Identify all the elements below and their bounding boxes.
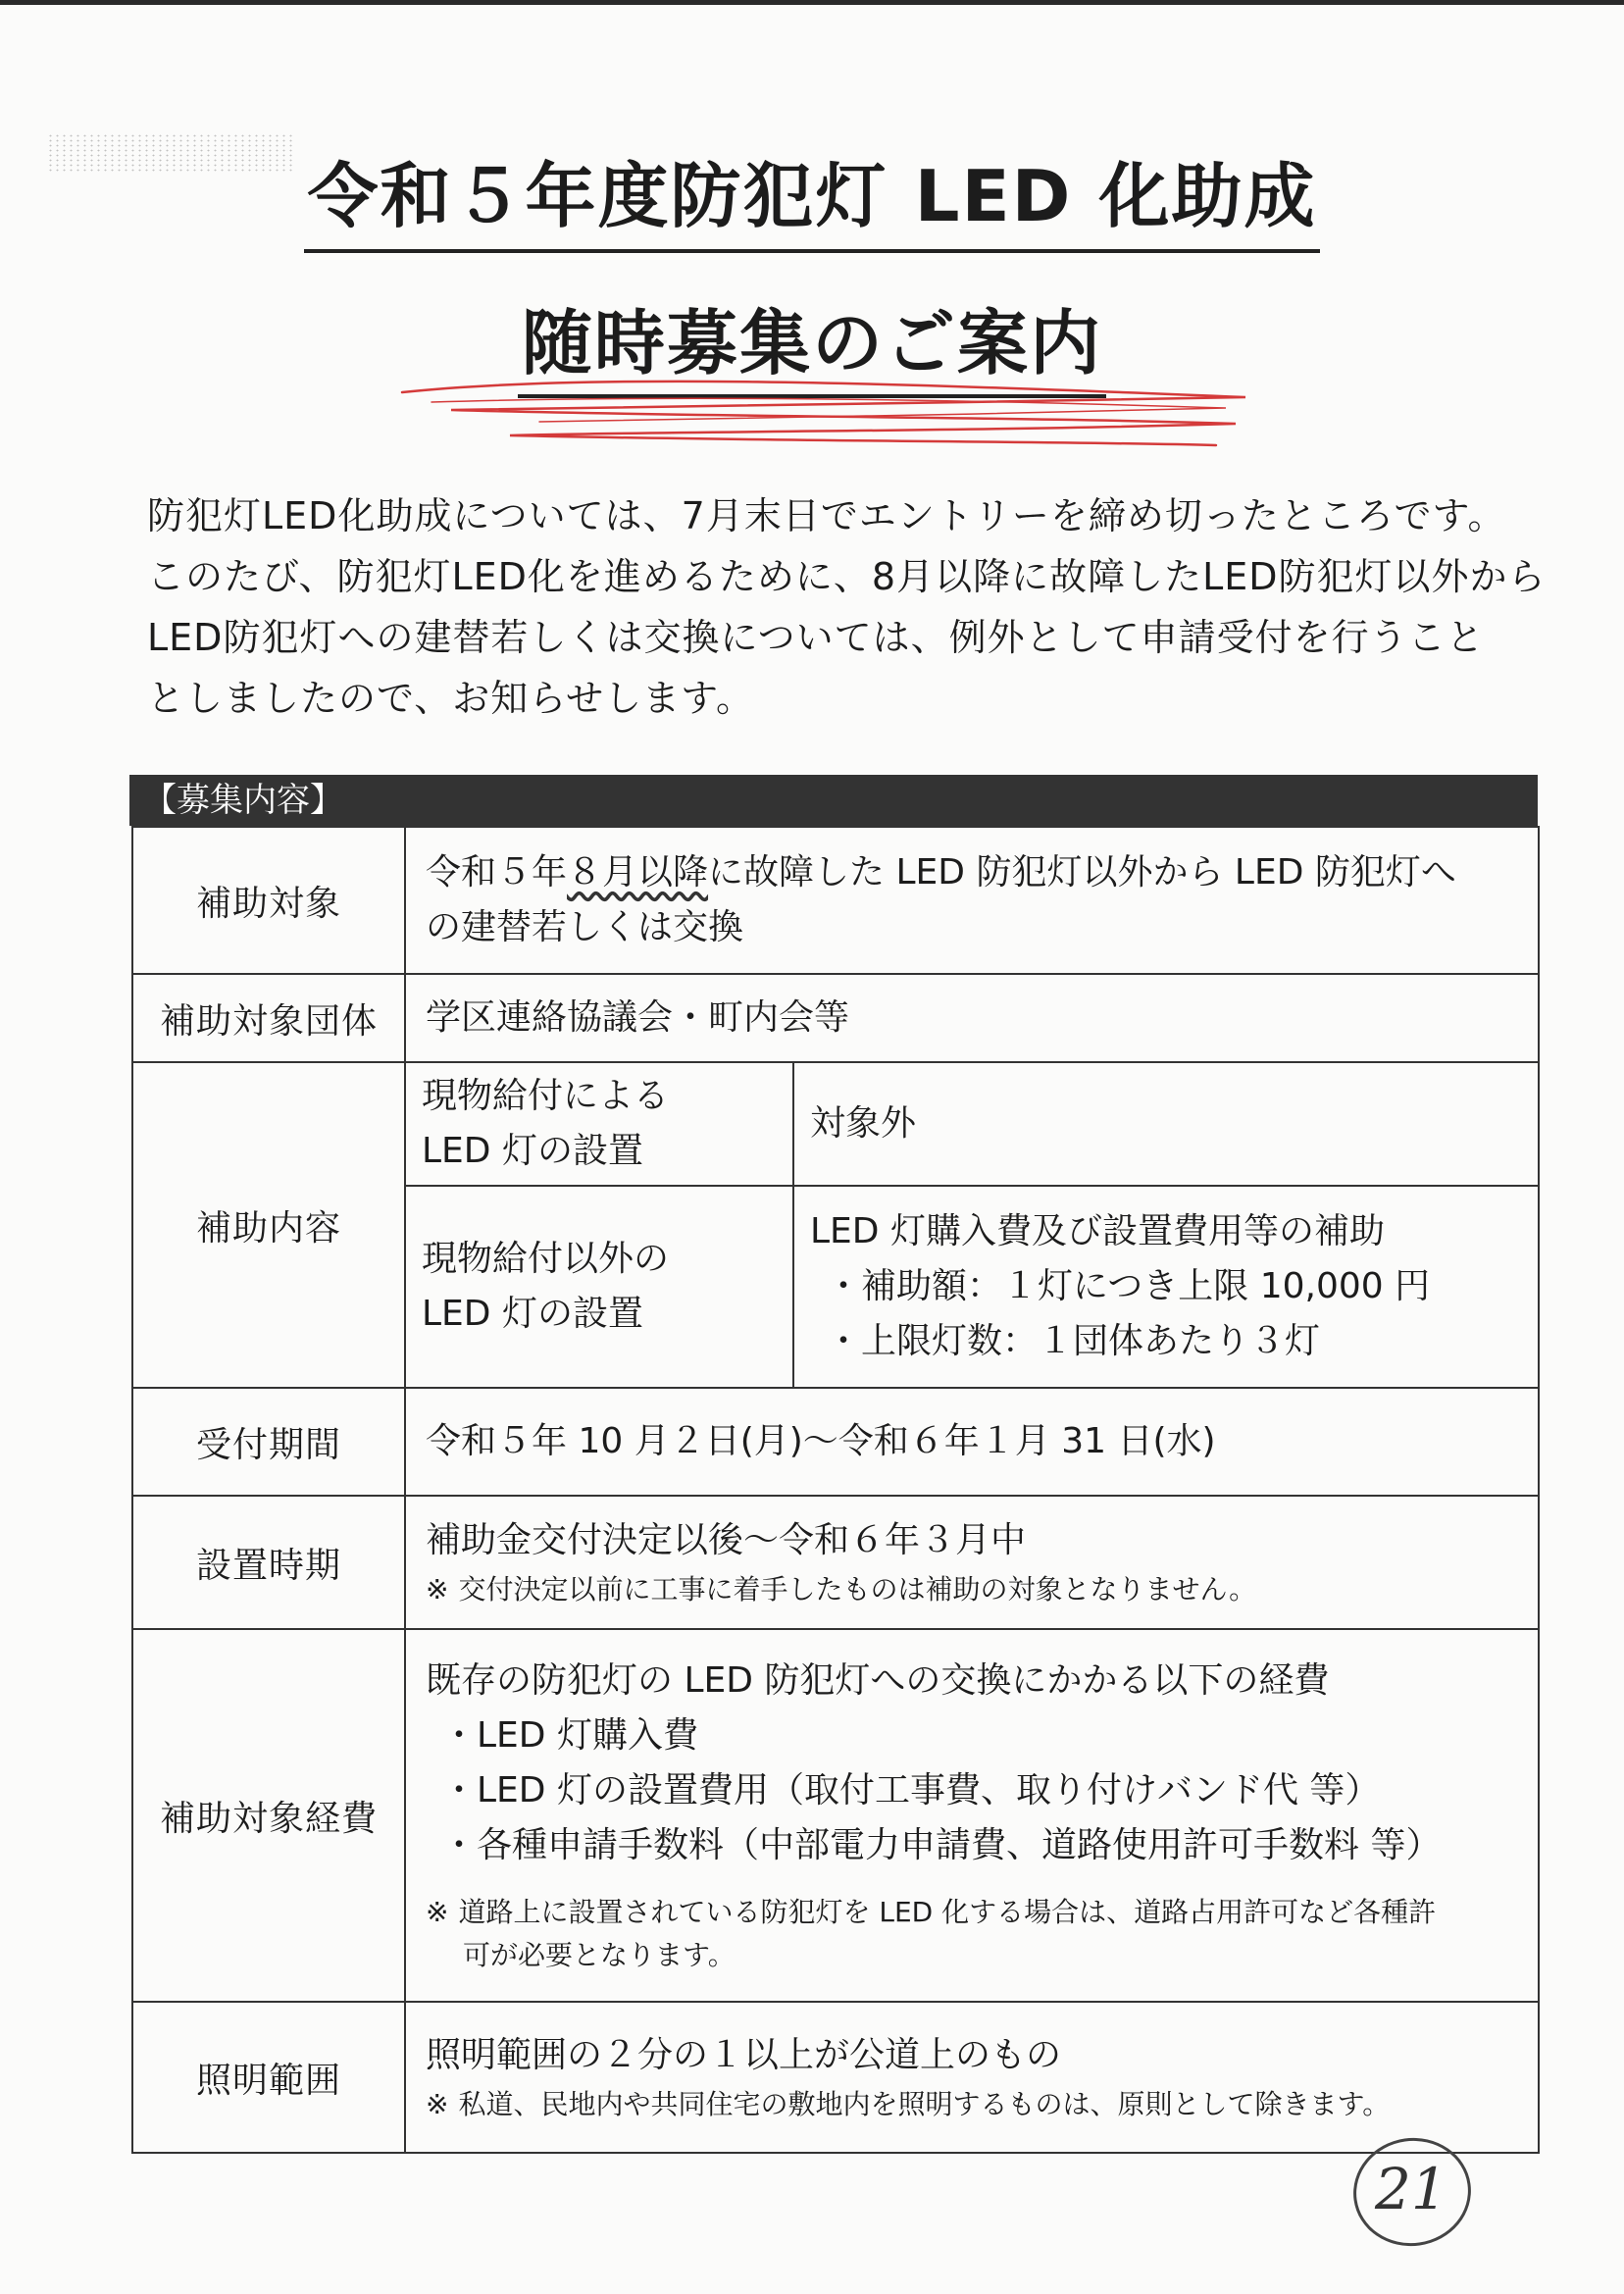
content-sub1-line-1: 現物給付による	[422, 1076, 670, 1116]
content-sub1-value: 対象外	[793, 1062, 1539, 1186]
target-emphasis: ８月以降	[567, 852, 709, 892]
install-value: 補助金交付決定以後～令和６年３月中	[426, 1520, 1027, 1560]
label-target: 補助対象	[132, 827, 405, 974]
label-lighting: 照明範囲	[132, 2002, 405, 2153]
content-sub1-label	[405, 1062, 793, 1186]
intro-line-2: このたび、防犯灯LED化を進めるために、8月以降に故障したLED防犯灯以外から	[147, 555, 1547, 598]
target-pre: 令和５年	[426, 852, 568, 892]
row-group	[132, 974, 1539, 1062]
install-note-text: 交付決定以前に工事に着手したものは補助の対象となりません。	[458, 1573, 1257, 1606]
value-period: 令和５年 10 月２日(月)～令和６年１月 31 日(水)	[405, 1388, 1539, 1496]
expense-note-line-2: 可が必要となります。	[463, 1939, 736, 1971]
value-group: 学区連絡協議会・町内会等	[405, 974, 1539, 1062]
content-sub2-value-3: ・上限灯数：１団体あたり３灯	[826, 1321, 1321, 1361]
expense-bullet-1: ・LED 灯購入費	[441, 1715, 698, 1756]
intro-paragraph	[147, 485, 1547, 729]
value-install	[405, 1496, 1539, 1629]
label-group: 補助対象団体	[132, 974, 405, 1062]
recruitment-table	[131, 826, 1540, 2154]
expense-bullet-3: ・各種申請手数料（中部電力申請費、道路使用許可手数料 等）	[441, 1825, 1442, 1865]
section-header-label: 【募集内容】	[143, 781, 343, 820]
expense-bullet-2: ・LED 灯の設置費用（取付工事費、取り付けバンド代 等）	[441, 1770, 1381, 1810]
label-expense: 補助対象経費	[132, 1629, 405, 2002]
red-scribble-underline	[392, 363, 1255, 451]
lighting-note-text: 私道、民地内や共同住宅の敷地内を照明するものは、原則として除きます。	[458, 2088, 1391, 2120]
title-line-1	[0, 147, 1624, 253]
row-expense	[132, 1629, 1539, 2002]
expense-spacer	[426, 1873, 1538, 1891]
content-sub2-label	[405, 1186, 793, 1388]
expense-line-1: 既存の防犯灯の LED 防犯灯への交換にかかる以下の経費	[426, 1660, 1330, 1701]
row-content-1	[132, 1062, 1539, 1186]
value-lighting	[405, 2002, 1539, 2153]
expense-note-line-1	[426, 1891, 1538, 1934]
content-sub2-line-2: LED 灯の設置	[422, 1294, 643, 1334]
target-line-2: の建替若しくは交換	[426, 907, 744, 947]
content-sub2-value	[793, 1186, 1539, 1388]
label-content: 補助内容	[132, 1062, 405, 1388]
lighting-note-mark: ※	[426, 2088, 449, 2120]
content-sub2-value-1: LED 灯購入費及び設置費用等の補助	[810, 1211, 1385, 1251]
page-number	[1353, 2138, 1471, 2246]
install-note-mark: ※	[426, 1573, 449, 1606]
top-border	[0, 0, 1624, 5]
row-target	[132, 827, 1539, 974]
section-header	[129, 775, 1538, 826]
row-period	[132, 1388, 1539, 1496]
label-period: 受付期間	[132, 1388, 405, 1496]
value-target	[405, 827, 1539, 974]
intro-line-4: としましたので、お知らせします。	[147, 677, 755, 720]
lighting-note	[426, 2083, 1538, 2126]
target-post: に故障した LED 防犯灯以外から LED 防犯灯へ	[708, 852, 1456, 892]
install-note	[426, 1568, 1538, 1611]
row-lighting	[132, 2002, 1539, 2153]
intro-line-1: 防犯灯LED化助成については、7月末日でエントリーを締め切ったところです。	[147, 494, 1506, 537]
title-text-1: 令和５年度防犯灯 LED 化助成	[304, 147, 1321, 253]
value-expense	[405, 1629, 1539, 2002]
title-text-2: 随時募集のご案内	[518, 294, 1106, 398]
expense-note-mark: ※	[426, 1896, 449, 1928]
intro-line-3: LED防犯灯への建替若しくは交換については、例外として申請受付を行うこと	[147, 616, 1485, 659]
lighting-value: 照明範囲の２分の１以上が公道上のもの	[426, 2035, 1062, 2075]
expense-note-text-1: 道路上に設置されている防犯灯を LED 化する場合は、道路占用許可など各種許	[458, 1896, 1437, 1928]
target-line-1	[426, 845, 1538, 900]
content-sub1-line-2: LED 灯の設置	[422, 1131, 643, 1171]
page-number-text: 21	[1375, 2156, 1447, 2222]
row-install	[132, 1496, 1539, 1629]
label-install: 設置時期	[132, 1496, 405, 1629]
content-sub2-line-1: 現物給付以外の	[422, 1239, 670, 1279]
content-sub2-value-2: ・補助額：１灯につき上限 10,000 円	[826, 1266, 1431, 1306]
